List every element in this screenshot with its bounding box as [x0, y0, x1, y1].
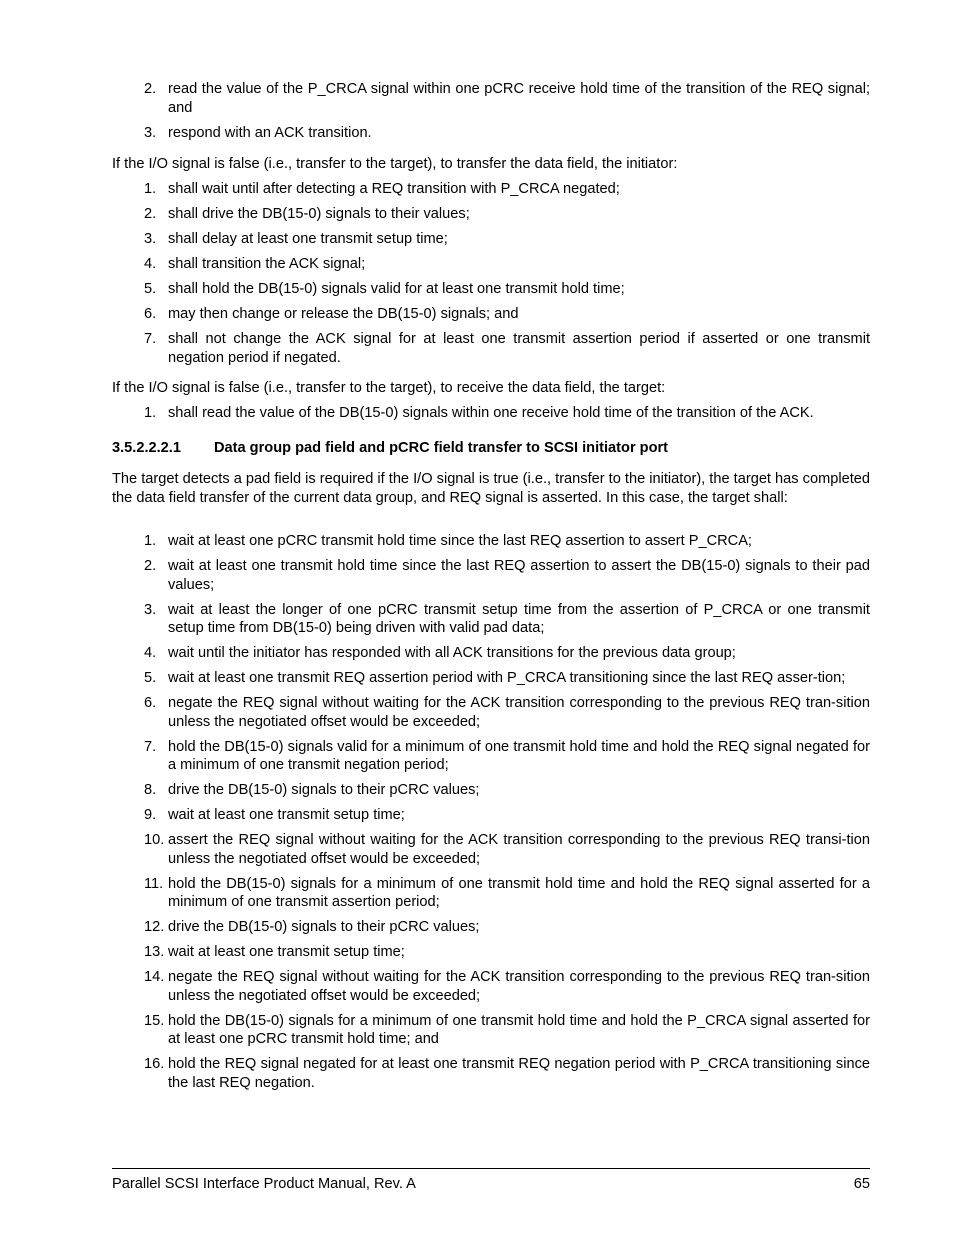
list-c: [112, 404, 870, 429]
list-item: 2. read the value of the P_CRCA signal within one pCRC receive hold time of the transition of the REQ signal; and: [144, 81, 870, 116]
paragraph: If the I/O signal is false (i.e., transfer to the target), to transfer the data field, the initiator:: [112, 156, 678, 172]
section-heading: [112, 439, 870, 457]
list-item: 16. hold the REQ signal negated for at least one transmit REQ negation period with P_CRCA transitioning since the last REQ negation.: [144, 1056, 870, 1091]
footer-divider: [112, 1168, 870, 1169]
footer-title: Parallel SCSI Interface Product Manual, Rev. A: [112, 1176, 416, 1192]
list-item: 9. wait at least one transmit setup time;: [144, 807, 405, 823]
list-item: 12. drive the DB(15-0) signals to their pCRC values;: [144, 919, 480, 935]
page-number: 65: [853, 1176, 870, 1192]
list-item: 4. wait until the initiator has responded with all ACK transitions for the previous data group;: [144, 645, 736, 661]
list-d: [112, 532, 870, 1099]
list-item: 6. negate the REQ signal without waiting for the ACK transition corresponding to the previous REQ tran-sition unless the negotiated offset would be exceeded;: [144, 695, 870, 730]
list-item: 7. hold the DB(15-0) signals valid for a minimum of one transmit hold time and hold the REQ signal negated for a minimum of one transmit negation period;: [144, 738, 870, 773]
list-item: 13. wait at least one transmit setup time;: [144, 944, 405, 960]
list-item: 15. hold the DB(15-0) signals for a minimum of one transmit hold time and hold the P_CRCA signal asserted for at least one pCRC transmit hold time; and: [144, 1012, 870, 1047]
list-a: [112, 80, 870, 149]
list-item: 1. shall wait until after detecting a REQ transition with P_CRCA negated;: [144, 181, 620, 197]
list-item: 4. shall transition the ACK signal;: [144, 256, 366, 272]
list-b: [112, 180, 870, 374]
list-item: 2. shall drive the DB(15-0) signals to their values;: [144, 206, 470, 222]
section-title: Data group pad field and pCRC field transfer to SCSI initiator port: [214, 440, 669, 456]
list-item: 5. wait at least one transmit REQ assertion period with P_CRCA transitioning since the last REQ asser-tion;: [144, 670, 846, 686]
list-item: 3. shall delay at least one transmit setup time;: [144, 231, 448, 247]
list-item: 3. respond with an ACK transition.: [144, 124, 372, 141]
list-item: 8. drive the DB(15-0) signals to their pCRC values;: [144, 782, 480, 798]
list-item: 11. hold the DB(15-0) signals for a minimum of one transmit hold time and hold the REQ signal asserted for a minimum of one transmit assertion period;: [144, 875, 870, 910]
list-item: 1. wait at least one pCRC transmit hold time since the last REQ assertion to assert P_CRCA;: [144, 533, 752, 549]
list-item: 5. shall hold the DB(15-0) signals valid for at least one transmit hold time;: [144, 281, 625, 297]
list-item: 3. wait at least the longer of one pCRC transmit setup time from the assertion of P_CRCA or one transmit setup time from DB(15-0) being driven with valid pad data;: [144, 601, 870, 636]
list-item: 14. negate the REQ signal without waiting for the ACK transition corresponding to the previous REQ tran-sition unless the negotiated offset would be exceeded;: [144, 969, 870, 1004]
list-item: 7. shall not change the ACK signal for at least one transmit assertion period if asserted or one transmit negation period if negated.: [144, 331, 870, 366]
paragraph: If the I/O signal is false (i.e., transfer to the target), to receive the data field, the target:: [112, 380, 666, 396]
list-item: 10. assert the REQ signal without waiting for the ACK transition corresponding to the previous REQ transi-tion unless the negotiated offset would be exceeded;: [144, 832, 870, 867]
list-item: 6. may then change or release the DB(15-0) signals; and: [144, 306, 519, 322]
list-item: 1. shall read the value of the DB(15-0) signals within one receive hold time of the transition of the ACK.: [144, 405, 814, 421]
paragraph: The target detects a pad field is required if the I/O signal is true (i.e., transfer to the initiator), the target has completed the data field transfer of the current data group, and REQ signal is asserted. In this case, the target shall:: [112, 471, 870, 506]
section-number: 3.5.2.2.2.1: [112, 440, 181, 456]
list-item: 2. wait at least one transmit hold time since the last REQ assertion to assert the DB(15-0) signals to their pad values;: [144, 558, 870, 593]
